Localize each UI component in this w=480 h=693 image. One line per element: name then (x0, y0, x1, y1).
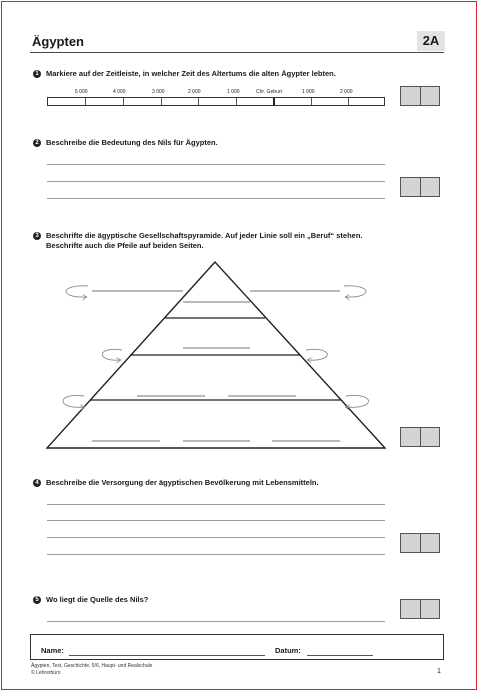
answer-line[interactable] (47, 504, 385, 505)
timeline-label: 2 000 (188, 89, 201, 95)
timeline-label: 5 000 (75, 89, 88, 95)
question-1-text: Markiere auf der Zeitleiste, in welcher Zeit des Altertums die alten Ägypter lebten. (46, 69, 336, 78)
question-4-text: Beschreibe die Versorgung der ägyptischen Bevölkerung mit Lebensmitteln. (46, 478, 319, 487)
question-number-2: 2 (33, 139, 41, 147)
question-3-text-line1: Beschrifte die ägyptische Gesellschaftspyramide. Auf jeder Linie soll ein „Beruf“ stehen. (46, 231, 363, 240)
name-date-box (30, 634, 444, 660)
answer-line[interactable] (47, 537, 385, 538)
timeline-label: 2 000 (340, 89, 353, 95)
date-label: Datum: (275, 646, 301, 655)
timeline-label: 3 000 (152, 89, 165, 95)
page-number: 1 (437, 668, 441, 675)
name-field[interactable] (69, 655, 265, 656)
left-curved-arrow-icon (66, 286, 88, 297)
right-curved-arrow-icon (344, 286, 366, 297)
name-label: Name: (41, 646, 64, 655)
question-number-3: 3 (33, 232, 41, 240)
date-field[interactable] (307, 655, 373, 656)
timeline-label: 1 000 (302, 89, 315, 95)
left-curved-arrow-icon (102, 349, 122, 360)
score-box-3[interactable] (400, 427, 440, 447)
question-3-text-line2: Beschrifte auch die Pfeile auf beiden Seiten. (46, 241, 204, 250)
footer-source: Ägypten, Test, Geschichte, 5/6, Haupt- und Realschule (31, 663, 153, 669)
test-version-badge: 2A (417, 31, 445, 51)
left-curved-arrow-icon (63, 395, 84, 407)
timeline-label: 4 000 (113, 89, 126, 95)
score-box-4[interactable] (400, 533, 440, 553)
question-2-text: Beschreibe die Bedeutung des Nils für Ägypten. (46, 138, 218, 147)
timeline-label: Chr. Geburt (256, 89, 282, 95)
footer-copyright: © Lehrerbüro (31, 670, 61, 676)
right-curved-arrow-icon (346, 395, 369, 407)
question-number-1: 1 (33, 70, 41, 78)
score-box-5[interactable] (400, 599, 440, 619)
answer-line[interactable] (47, 621, 385, 622)
question-5-text: Wo liegt die Quelle des Nils? (46, 595, 149, 604)
answer-line[interactable] (47, 554, 385, 555)
page-title: Ägypten (32, 34, 84, 49)
question-number-4: 4 (33, 479, 41, 487)
answer-line[interactable] (47, 520, 385, 521)
timeline-label: 1 000 (227, 89, 240, 95)
question-number-5: 5 (33, 596, 41, 604)
right-curved-arrow-icon (306, 349, 327, 360)
